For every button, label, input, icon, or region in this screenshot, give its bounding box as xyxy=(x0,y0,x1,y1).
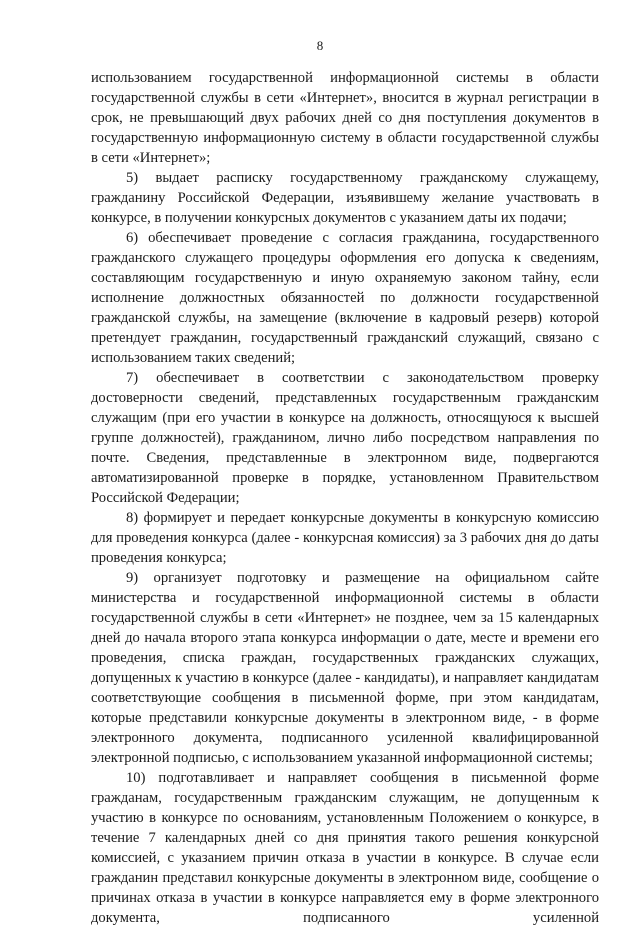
paragraph-item-7: 7) обеспечивает в соответствии с законодательством проверку достоверности сведений, представленных государственным гражданским служащим (при его участии в конкурсе на должность, относящуюся к высшей группе должностей), гражданином, лично либо посредством направления по почте. Сведения, представленные в электронном виде, подвергаются автоматизированной проверке в порядке, установленном Правительством Российской Федерации; xyxy=(91,370,599,506)
paragraph-item-6: 6) обеспечивает проведение с согласия гражданина, государственного гражданского служащего процедуры оформления его допуска к сведениям, составляющим государственную и иную охраняемую законом тайну, если исполнение должностных обязанностей по должности государственной гражданской службы, на замещение (включение в кадровый резерв) которой претендует гражданин, государственный гражданский служащий, связано с использованием таких сведений; xyxy=(91,230,599,366)
paragraph-item-9: 9) организует подготовку и размещение на официальном сайте министерства и государственной информационной системы в области государственной службы в сети «Интернет» не позднее, чем за 15 календарных дней до начала второго этапа конкурса информации о дате, месте и времени его проведения, списка граждан, государственных гражданских служащих, допущенных к участию в конкурсе (далее - кандидаты), и направляет кандидатам соответствующие сообщения в письменной форме, при этом кандидатам, которые представили конкурсные документы в электронном виде, - в форме электронного документа, подписанного усиленной квалифицированной электронной подписью, с использованием указанной информационной системы; xyxy=(91,570,599,766)
page-number: 8 xyxy=(316,38,324,53)
document-body xyxy=(91,68,599,928)
paragraph-item-10: 10) подготавливает и направляет сообщения в письменной форме гражданам, государственным гражданским служащим, не допущенным к участию в конкурсе по основаниям, установленным Положением о конкурсе, в течение 7 календарных дней со дня принятия такого решения конкурсной комиссией, с указанием причин отказа в участии в конкурсе. В случае если гражданин представил конкурсные документы в электронном виде, сообщение о причинах отказа в участии в конкурсе направляется ему в форме электронного документа, подписанного усиленной xyxy=(91,770,599,926)
paragraph-item-5: 5) выдает расписку государственному гражданскому служащему, гражданину Российской Федерации, изъявившему желание участвовать в конкурсе, в получении конкурсных документов с указанием даты их подачи; xyxy=(91,170,599,226)
paragraph-continuation: использованием государственной информационной системы в области государственной службы в сети «Интернет», вносится в журнал регистрации в срок, не превышающий двух рабочих дней со дня поступления документов в государственную информационную систему в области государственной службы в сети «Интернет»; xyxy=(91,70,599,166)
paragraph-item-8: 8) формирует и передает конкурсные документы в конкурсную комиссию для проведения конкурса (далее - конкурсная комиссия) за 3 рабочих дня до даты проведения конкурса; xyxy=(91,510,599,566)
